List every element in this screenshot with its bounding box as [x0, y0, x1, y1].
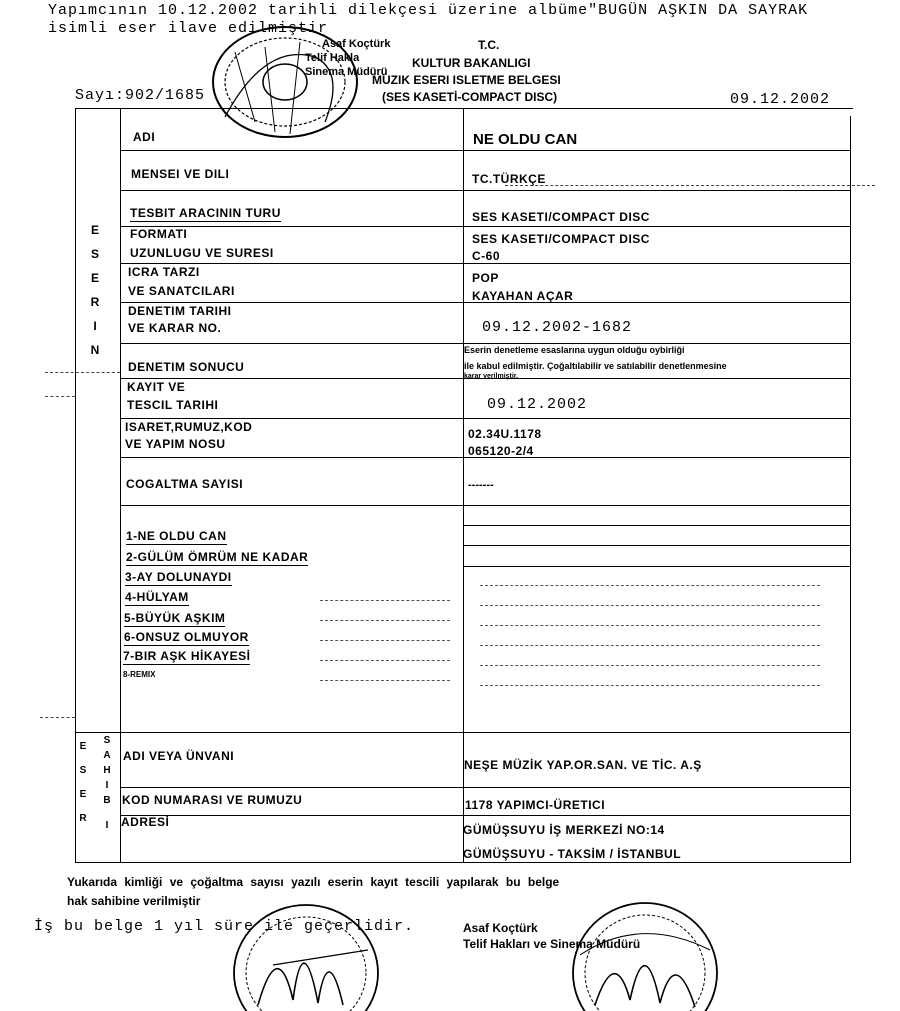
value-production-no: 065120-2/4 [468, 444, 534, 458]
label-copy-count: COGALTMA SAYISI [126, 477, 244, 491]
track-item: 4-HÜLYAM [125, 590, 189, 604]
owner-side-label-left: E S E R [79, 741, 87, 824]
issue-date: 09.12.2002 [730, 91, 831, 108]
value-code-number: 1178 YAPIMCI-ÜRETICI [465, 798, 606, 812]
row-separator [120, 190, 850, 191]
stamp-overlay-line3: Sinema Müdürü [305, 66, 388, 78]
label-address: ADRESİ [121, 815, 170, 829]
table-bottom-border [75, 862, 851, 863]
label-performers: VE SANATCILARI [128, 284, 235, 298]
row-separator [120, 815, 850, 816]
label-registration: KAYIT VE [127, 380, 186, 394]
value-owner-name: NEŞE MÜZİK YAP.OR.SAN. VE TİC. A.Ş [464, 758, 702, 772]
redacted-mark [320, 600, 450, 601]
document-subtitle: (SES KASETİ-COMPACT DISC) [382, 90, 558, 104]
label-performance-style: ICRA TARZI [128, 265, 200, 279]
track-value-line [463, 525, 850, 526]
stamp-overlay-line2: Telif Hakla [305, 52, 360, 64]
value-address-line-1: GÜMÜŞSUYU İŞ MERKEZİ NO:14 [463, 823, 665, 837]
dashed-line [505, 185, 875, 186]
value-inspection-result-3: karar verilmiştir. [464, 373, 519, 380]
value-genre: POP [472, 271, 499, 285]
label-decision-no: VE KARAR NO. [128, 321, 222, 335]
redacted-mark [480, 645, 820, 646]
table-left-border [75, 108, 76, 862]
label-mark-code: ISARET,RUMUZ,KOD [125, 420, 253, 434]
label-inspection-result: DENETIM SONUCU [128, 360, 245, 374]
redacted-mark [320, 640, 450, 641]
label-adi: ADI [133, 130, 156, 144]
redacted-mark [320, 660, 450, 661]
row-separator [120, 787, 850, 788]
section-separator [75, 732, 850, 733]
footer-statement-line-1: Yukarıda kimliği ve çoğaltma sayısı yazılı eserin kayıt tescili yapılarak bu belge [67, 875, 560, 889]
value-artist: KAYAHAN AÇAR [472, 289, 574, 303]
row-separator [120, 505, 850, 506]
dashed-line [45, 396, 75, 397]
value-inspection-result-2: ile kabul edilmiştir. Çoğaltılabilir ve satılabilir denetlenmesine [464, 361, 727, 371]
ministry-name: KULTUR BAKANLIGI [412, 56, 531, 70]
value-inspection-result-1: Eserin denetleme esaslarına uygun olduğu oybirliği [464, 345, 685, 355]
track-value-line [463, 566, 850, 567]
row-separator [120, 150, 850, 151]
redacted-mark [320, 620, 450, 621]
track-item: 3-AY DOLUNAYDI [125, 570, 232, 584]
label-medium-type: TESBIT ARACININ TURU [130, 206, 281, 220]
row-separator [120, 263, 850, 264]
redacted-mark [480, 605, 820, 606]
value-inspection-decision: 09.12.2002-1682 [482, 319, 633, 336]
label-code-number: KOD NUMARASI VE RUMUZU [122, 793, 303, 807]
track-value-line [463, 545, 850, 546]
redacted-mark [480, 665, 820, 666]
row-separator [120, 418, 850, 419]
label-length-duration: UZUNLUGU VE SURESI [130, 246, 274, 260]
track-item: 1-NE OLDU CAN [126, 529, 227, 543]
table-top-border [75, 108, 853, 109]
value-registration-date: 09.12.2002 [487, 396, 588, 413]
value-work-title: NE OLDU CAN [473, 131, 578, 148]
track-item: 2-GÜLÜM ÖMRÜM NE KADAR [126, 550, 309, 564]
track-item: 6-ONSUZ OLMUYOR [124, 630, 249, 644]
redacted-mark [480, 625, 820, 626]
dashed-line [45, 372, 120, 373]
reference-number: Sayı:902/1685 [75, 87, 206, 104]
dashed-line [40, 717, 75, 718]
value-duration: C-60 [472, 249, 501, 263]
label-inspection-date: DENETIM TARIHI [128, 304, 232, 318]
track-item: 8-REMIX [123, 670, 156, 679]
value-medium-type: SES KASETI/COMPACT DISC [472, 210, 650, 224]
footer-statement-line-2: hak sahibine verilmiştir [67, 894, 201, 908]
top-note-line-2: isimli eser ilave edilmiştir [48, 20, 329, 37]
value-origin-language: TC.TÜRKÇE [472, 172, 546, 186]
value-copy-count: ------- [468, 479, 494, 491]
document-title: MUZIK ESERI ISLETME BELGESI [372, 73, 561, 87]
label-column-divider [120, 108, 121, 862]
row-separator [120, 343, 850, 344]
stamp-overlay-name: Asaf Koçtürk [322, 38, 391, 50]
official-stamp-bottom-left [218, 895, 393, 1011]
redacted-mark [320, 680, 450, 681]
validity-note: İş bu belge 1 yıl süre ile geçerlidir. [34, 918, 415, 935]
signatory-name: Asaf Koçtürk [463, 921, 538, 935]
label-registration-date: TESCIL TARIHI [127, 398, 219, 412]
track-item: 5-BÜYÜK AŞKIM [124, 611, 226, 625]
signatory-title: Telif Hakları ve Sinema Müdürü [463, 937, 641, 951]
row-separator [120, 226, 850, 227]
table-right-border [850, 116, 851, 862]
track-item: 7-BIR AŞK HİKAYESİ [123, 649, 251, 663]
value-format: SES KASETI/COMPACT DISC [472, 232, 650, 246]
top-note-line-1: Yapımcının 10.12.2002 tarihli dilekçesi üzerine albüme"BUGÜN AŞKIN DA SAYRAK [48, 2, 809, 19]
value-column-divider [463, 108, 464, 862]
ministry-tc: T.C. [478, 38, 500, 52]
redacted-mark [480, 585, 820, 586]
owner-side-label-right: S A H I B I [103, 735, 111, 831]
label-origin-language: MENSEI VE DILI [131, 167, 230, 181]
redacted-mark [480, 685, 820, 686]
label-production-no: VE YAPIM NOSU [125, 437, 226, 451]
value-mark-code: 02.34U.1178 [468, 427, 542, 441]
label-format: FORMATI [130, 227, 188, 241]
value-address-line-2: GÜMÜŞSUYU - TAKSİM / İSTANBUL [463, 847, 682, 861]
official-stamp-bottom-right [560, 895, 725, 1011]
eserin-side-label: E S E R I N [90, 223, 100, 357]
label-owner-name: ADI VEYA ÜNVANI [123, 749, 235, 763]
